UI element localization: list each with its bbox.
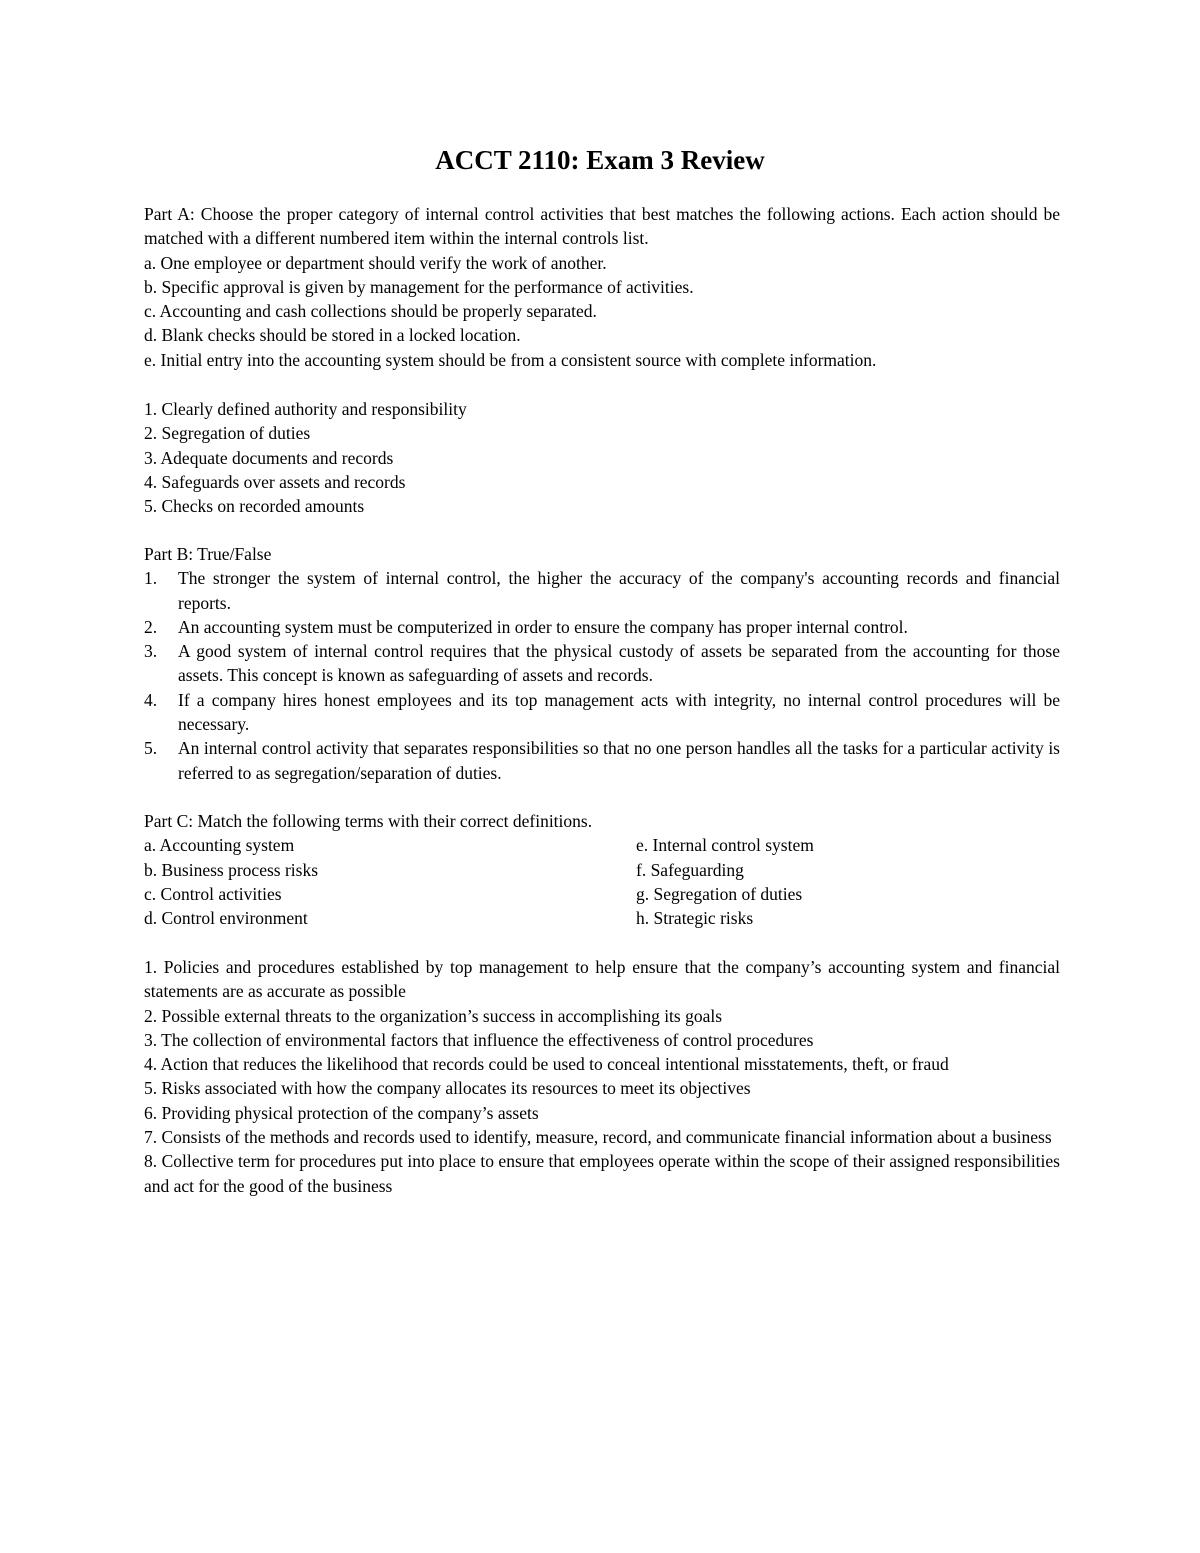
definition-item: 7. Consists of the methods and records used to identify, measure, record, and communicate financial information about a business: [144, 1127, 1052, 1148]
item-text: The stronger the system of internal control, the higher the accuracy of the company's accounting records and financial reports.: [178, 568, 1060, 613]
control-item: 4. Safeguards over assets and records: [144, 471, 406, 492]
part-b-heading: Part B: True/False: [144, 544, 272, 564]
part-c-section: [144, 809, 1060, 930]
term-item: h. Strategic risks: [636, 908, 754, 929]
part-a-action: a. One employee or department should verify the work of another.: [144, 252, 607, 273]
item-text: If a company hires honest employees and its top management acts with integrity, no internal control procedures will be necessary.: [178, 689, 1060, 735]
term-item: b. Business process risks: [144, 859, 319, 880]
item-number: 5.: [144, 738, 158, 759]
definition-item: 1. Policies and procedures established by top management to help ensure that the company’s accounting system and financial statements are as accurate as possible: [144, 957, 1060, 1002]
terms-left-column: [144, 833, 636, 930]
terms-columns: [144, 833, 1060, 930]
definition-item: 4. Action that reduces the likelihood that records could be used to conceal intentional misstatements, theft, or fraud: [144, 1054, 949, 1075]
control-item: 1. Clearly defined authority and responsibility: [144, 399, 467, 419]
part-c-definitions: [144, 955, 1060, 1198]
terms-right-column: [636, 833, 1060, 930]
control-item: 3. Adequate documents and records: [144, 447, 394, 468]
term-item: g. Segregation of duties: [636, 883, 803, 904]
document-title: ACCT 2110: Exam 3 Review: [435, 145, 765, 175]
true-false-item: [144, 688, 1060, 737]
term-item: e. Internal control system: [636, 835, 814, 856]
item-text: An accounting system must be computerized in order to ensure the company has proper internal control.: [178, 616, 908, 637]
definition-item: 8. Collective term for procedures put into place to ensure that employees operate within the scope of their assigned responsibilities and act for the good of the business: [144, 1151, 1060, 1196]
definition-item: 5. Risks associated with how the company allocates its resources to meet its objectives: [144, 1078, 751, 1099]
item-number: 3.: [144, 641, 158, 662]
definition-item: 3. The collection of environmental factors that influence the effectiveness of control procedures: [144, 1029, 814, 1050]
part-a-controls-list: [144, 397, 1060, 518]
control-item: 5. Checks on recorded amounts: [144, 496, 365, 517]
part-a-action: c. Accounting and cash collections should be properly separated.: [144, 301, 597, 322]
definition-item: 6. Providing physical protection of the company’s assets: [144, 1102, 539, 1123]
true-false-item: [144, 566, 1060, 615]
part-a-action: d. Blank checks should be stored in a locked location.: [144, 325, 521, 346]
part-b-section: [144, 542, 1060, 785]
item-number: 4.: [144, 689, 158, 710]
term-item: c. Control activities: [144, 883, 282, 904]
term-item: d. Control environment: [144, 908, 308, 929]
true-false-item: [144, 736, 1060, 785]
true-false-item: [144, 615, 1060, 639]
item-text: A good system of internal control requires that the physical custody of assets be separated from the accounting for those assets. This concept is known as safeguarding of assets and records.: [178, 641, 1060, 686]
part-a-action: b. Specific approval is given by management for the performance of activities.: [144, 276, 694, 297]
definition-item: 2. Possible external threats to the organization’s success in accomplishing its goals: [144, 1005, 723, 1026]
term-item: a. Accounting system: [144, 835, 295, 856]
part-a-action: e. Initial entry into the accounting system should be from a consistent source with complete information.: [144, 349, 877, 370]
term-item: f. Safeguarding: [636, 859, 744, 880]
item-number: 2.: [144, 616, 158, 637]
part-a-intro: Part A: Choose the proper category of internal control activities that best matches the following actions. Each action should be matched with a different numbered item within the internal controls list.: [144, 204, 1060, 249]
true-false-item: [144, 639, 1060, 688]
part-c-heading: Part C: Match the following terms with their correct definitions.: [144, 811, 593, 831]
control-item: 2. Segregation of duties: [144, 423, 311, 444]
item-text: An internal control activity that separates responsibilities so that no one person handles all the tasks for a particular activity is referred to as segregation/separation of duties.: [178, 738, 1060, 783]
part-a-section: [144, 202, 1060, 372]
item-number: 1.: [144, 568, 158, 589]
